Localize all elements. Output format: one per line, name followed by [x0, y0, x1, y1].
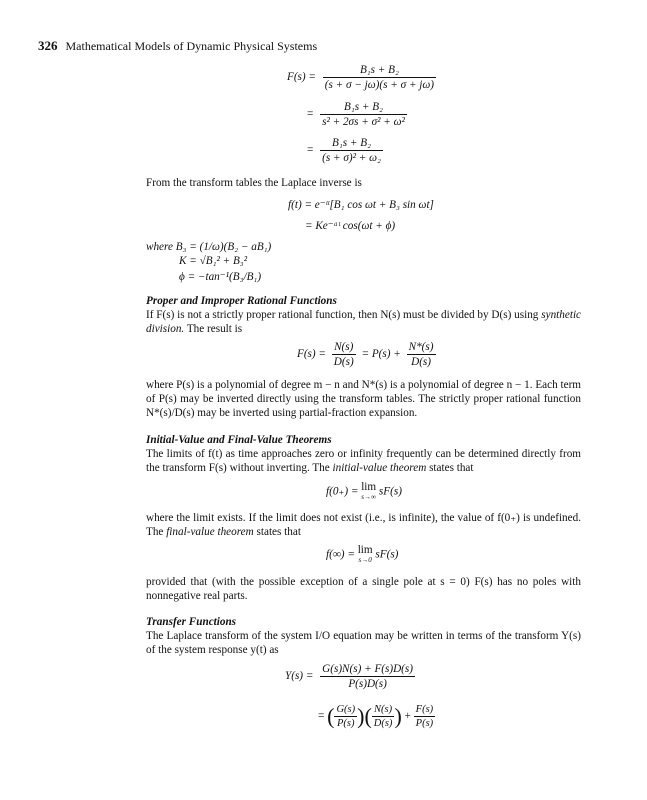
fraction-denominator: (s + σ − jω)(s + σ + jω): [324, 79, 435, 91]
fraction: [323, 64, 436, 91]
limit-operator: lim s→∞: [361, 481, 377, 501]
term-initial-value-theorem: initial-value theorem: [332, 461, 427, 474]
fraction-denominator: s² + 2σs + σ² + ω²: [322, 116, 405, 128]
equation-F-line3: = $\frac{\text{B₁s + B₂}}{\text{(s + σ)² + ω₂}}$: [307, 137, 381, 164]
paragraph-proper-2: where P(s) is a polynomial of degree m − n and N*(s) is a polynomial of degree n − 1. Each term of P(s) may be inverted directly using the transform tables. The strictly proper rational function N*(s)/D(s) may be inverted using partial-fraction expansion.: [146, 379, 581, 419]
equation-initial-value: f(0₊) = lim s→∞ sF(s): [326, 481, 402, 501]
paragraph-proper-1: If F(s) is not a strictly proper rational function, then N(s) must be divided by D(s) using synthetic division. The result is: [146, 309, 582, 335]
paragraph-theorems-1: The limits of f(t) as time approaches zero or infinity frequently can be determined directly from the transform F(s) without inverting. The initial-value theorem states that: [146, 448, 581, 474]
fraction: [320, 101, 407, 128]
where-phi: ϕ = −tan⁻¹(B₃/B₁): [179, 271, 262, 283]
equation-inverse-line1: f(t) = e⁻ᵗᵗ[B₁ cos ωt + B₃ sin ωt]: [288, 199, 434, 211]
term-synthetic-division: synthetic division.: [146, 309, 582, 335]
where-B3: where B₃ = (1/ω)(B₂ − aB₁): [146, 241, 272, 253]
fraction: [320, 137, 383, 164]
running-header: [38, 37, 317, 55]
equation-proper: F(s) = $\frac{N(s)}{D(s)}$ = P(s) + $\frac{N*(s)}{D(s)}$: [297, 341, 434, 368]
equation-final-value: f(∞) = lim s→0 sF(s): [326, 544, 399, 564]
equation-F-line1: [287, 64, 436, 91]
paragraph-inverse-intro: From the transform tables the Laplace inverse is: [146, 177, 362, 189]
fraction: $\frac{N(s)}{D(s)}$: [373, 704, 393, 729]
equation-transfer-line2: = ( $\frac{G(s)}{P(s)}$ )( $\frac{N(s)}{D(s)}$ ) + $\frac{F(s)}{P(s)}$: [318, 703, 434, 729]
paragraph-theorems-3: provided that (with the possible exception of a single pole at s = 0) F(s) has no poles with nonnegative real parts.: [146, 576, 581, 602]
fraction-numerator: B₁s + B₂: [320, 101, 407, 115]
section-heading-theorems: Initial-Value and Final-Value Theorems: [146, 434, 332, 446]
eq-F-lhs: F(s) =: [287, 71, 316, 84]
running-title: Mathematical Models of Dynamic Physical Systems: [65, 39, 318, 53]
limit-operator: lim s→0: [357, 544, 373, 564]
term-final-value-theorem: final-value theorem: [166, 525, 254, 538]
paragraph-theorems-2: where the limit exists. If the limit does not exist (i.e., is infinite), the value of f(0₊) is undefined. The final-value theorem states that: [146, 512, 581, 538]
where-K: K = √B₁² + B₃²: [179, 255, 248, 267]
section-heading-transfer: Transfer Functions: [146, 616, 237, 628]
equation-F-line2: = $\frac{\text{B₁s + B₂}}{\text{s² + 2σs + σ² + ω²}}$: [307, 101, 405, 128]
equation-transfer-line1: Y(s) = $\frac{G(s)N(s) + F(s)D(s)}{P(s)D(s)}$: [285, 663, 413, 690]
fraction: $\frac{N*(s)}{D(s)}$: [408, 341, 434, 368]
fraction: $\frac{G(s)N(s) + F(s)D(s)}{P(s)D(s)}$: [322, 663, 413, 690]
paragraph-transfer-1: The Laplace transform of the system I/O equation may be written in terms of the transform Y(s) of the system response y(t) as: [146, 630, 581, 656]
fraction: $\frac{N(s)}{D(s)}$: [333, 341, 354, 368]
fraction: $\frac{G(s)}{P(s)}$: [336, 704, 356, 729]
fraction: $\frac{F(s)}{P(s)}$: [415, 704, 434, 729]
equation-inverse-line2: = Ke⁻ᵃᵗ cos(ωt + ϕ): [305, 220, 396, 232]
section-heading-proper: Proper and Improper Rational Functions: [146, 295, 337, 307]
page-number: 326: [38, 38, 58, 53]
fraction-denominator: (s + σ)² + ω₂: [322, 152, 381, 164]
fraction-numerator: B₁s + B₂: [320, 137, 383, 151]
fraction-numerator: B₁s + B₂: [323, 64, 436, 78]
